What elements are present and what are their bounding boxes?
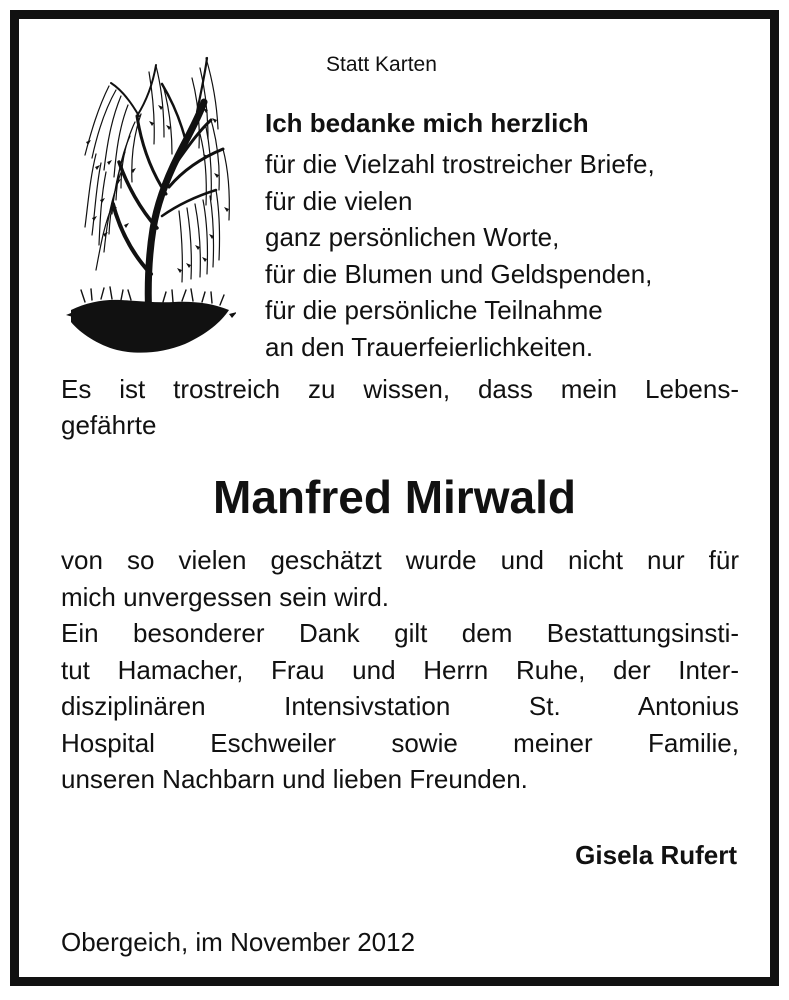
- deceased-name: Manfred Mirwald: [213, 471, 576, 523]
- body-line: unseren Nachbarn und lieben Freunden.: [61, 764, 528, 794]
- body-paragraph: [61, 542, 739, 798]
- thanks-line: für die Blumen und Geldspenden,: [265, 258, 653, 289]
- obituary-card: [10, 10, 779, 986]
- thanks-line: ganz persönlichen Worte,: [265, 222, 560, 252]
- body-line: Ein besonderer Dank gilt dem Bestattungsinsti-: [61, 618, 739, 648]
- body-line: disziplinären Intensivstation St. Antonius: [61, 691, 739, 721]
- body-line: mich unvergessen sein wird.: [61, 581, 390, 612]
- intro-line: Es ist trostreich zu wissen, dass mein Lebens-: [61, 374, 739, 404]
- weeping-willow-tree-icon: [61, 44, 236, 359]
- thanks-line: für die vielen: [265, 185, 413, 216]
- thanks-heading: Ich bedanke mich herzlich: [265, 108, 589, 138]
- thanks-line: für die persönliche Teilnahme: [265, 295, 603, 325]
- thanks-line: für die Vielzahl trostreicher Briefe,: [265, 149, 655, 179]
- signature: Gisela Rufert: [575, 840, 737, 870]
- statt-karten-label: Statt Karten: [326, 53, 437, 76]
- body-line: Hospital Eschweiler sowie meiner Familie,: [61, 727, 739, 758]
- place-date: Obergeich, im November 2012: [61, 927, 416, 957]
- body-line: von so vielen geschätzt wurde und nicht nur für: [61, 545, 739, 575]
- thanks-line: an den Trauerfeierlichkeiten.: [265, 331, 594, 362]
- intro-line: gefährte: [61, 410, 157, 440]
- intro-paragraph: [61, 371, 739, 443]
- body-line: tut Hamacher, Frau und Herrn Ruhe, der Inter-: [61, 654, 739, 685]
- thanks-list: [265, 146, 755, 365]
